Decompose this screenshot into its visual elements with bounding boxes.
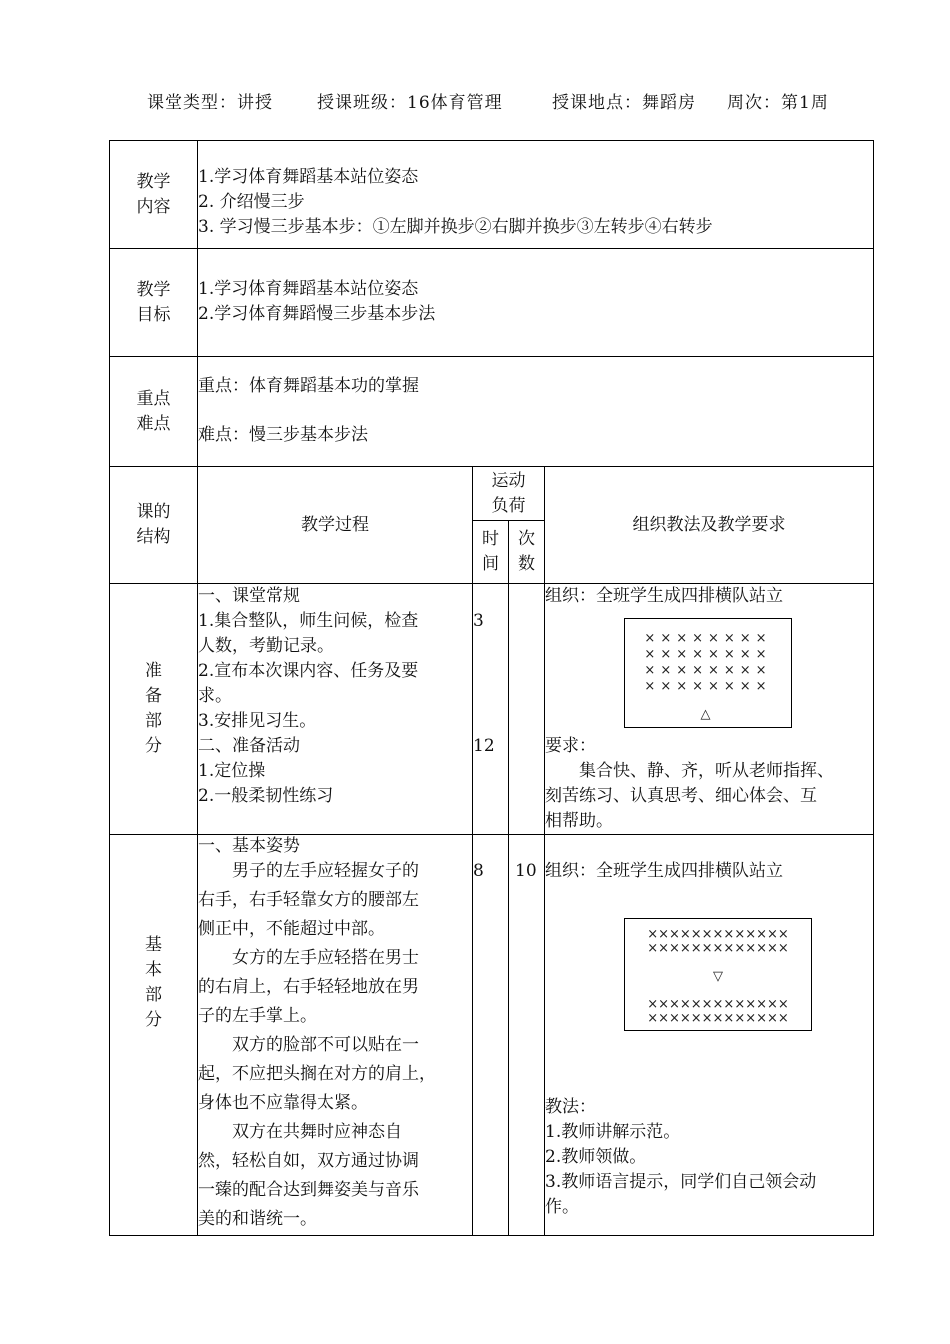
prep-label: 准 备 部 分 [110, 584, 198, 835]
basic-org-title: 组织：全班学生成四排横队站立 [545, 861, 783, 881]
content-label: 教学 内容 [110, 141, 198, 249]
basic-row [110, 835, 874, 1236]
goal-row [110, 249, 874, 357]
basic-org: 组织：全班学生成四排横队站立 ××××××××××××× ××××××××××××× ▽ ××××××××××××× ××××××××××××× 教法： 1.教师讲解示范。 2.教师领做。 3.教师语言提示，同学们自己领会动 作。 [545, 835, 874, 1236]
teacher-icon-down: ▽ [713, 969, 723, 984]
class-group: 授课班级：16体育管理 [317, 93, 503, 113]
prep-time: 3 12 [473, 584, 509, 835]
prep-row [110, 584, 874, 835]
prep-req-title: 要求： [545, 736, 596, 756]
prep-formation-diagram: ×××××××× ×××××××× ×××××××× ×××××××× △ [624, 618, 792, 728]
lesson-plan-table [109, 140, 874, 1236]
basic-count: 10 [509, 835, 545, 1236]
teacher-icon: △ [700, 707, 716, 722]
class-type: 课堂类型：讲授 [147, 93, 273, 113]
goal-label: 教学 目标 [110, 249, 198, 357]
key-label: 重点 难点 [110, 357, 198, 467]
basic-label: 基 本 部 分 [110, 835, 198, 1236]
basic-time: 8 [473, 835, 509, 1236]
org-header: 组织教法及教学要求 [545, 467, 874, 584]
goal-text: 1.学习体育舞蹈基本站位姿态 2.学习体育舞蹈慢三步基本步法 [198, 249, 874, 357]
key-focus: 重点：体育舞蹈基本功的掌握 [198, 376, 419, 396]
load-header: 运动 负荷 [473, 467, 545, 521]
lesson-header [147, 88, 907, 116]
basic-method-title: 教法： [545, 1097, 596, 1117]
class-place: 授课地点：舞蹈房 [552, 93, 696, 113]
content-text: 1.学习体育舞蹈基本站位姿态 2. 介绍慢三步 3. 学习慢三步基本步：①左脚并换步②右脚并换步③左转步④右转步 [198, 141, 874, 249]
class-week: 周次：第1周 [727, 93, 829, 113]
time-header: 时 间 [473, 521, 509, 584]
basic-formation-diagram: ××××××××××××× ××××××××××××× ▽ ××××××××××××× ××××××××××××× [624, 918, 812, 1031]
key-difficulty: 难点：慢三步基本步法 [198, 425, 368, 445]
prep-org-title: 组织：全班学生成四排横队站立 [545, 586, 783, 606]
key-text [198, 357, 874, 467]
key-row [110, 357, 874, 467]
count-header: 次 数 [509, 521, 545, 584]
structure-label: 课的 结构 [110, 467, 198, 584]
structure-head-row [110, 467, 874, 521]
basic-process: 一、基本姿势 男子的左手应轻握女子的 右手，右手轻靠女方的腰部左 侧正中，不能超过中部。 女方的左手应轻搭在男士 的右肩上，右手轻轻地放在男 子的左手掌上。 双方的脸部不可以贴在一 起，不应把头搁在对方的肩上， 身体也不应靠得太紧。 双方在共舞时应神态自 然，轻松自如，双方通过协调 一臻的配合达到舞姿美与音乐 美的和谐统一。 [198, 835, 473, 1236]
prep-process: 一、课堂常规 1.集合整队，师生问候，检查 人数，考勤记录。 2.宣布本次课内容、任务及要 求。 3.安排见习生。 二、准备活动 1.定位操 2.一般柔韧性练习 [198, 584, 473, 835]
prep-count [509, 584, 545, 835]
process-header: 教学过程 [198, 467, 473, 584]
prep-org: 组织：全班学生成四排横队站立 ×××××××× ×××××××× ×××××××× ×××××××× △ 要求： 集合快、静、齐，听从老师指挥、 刻苦练习、认真思考、细心体会、互 相帮助。 [545, 584, 874, 835]
content-row [110, 141, 874, 249]
